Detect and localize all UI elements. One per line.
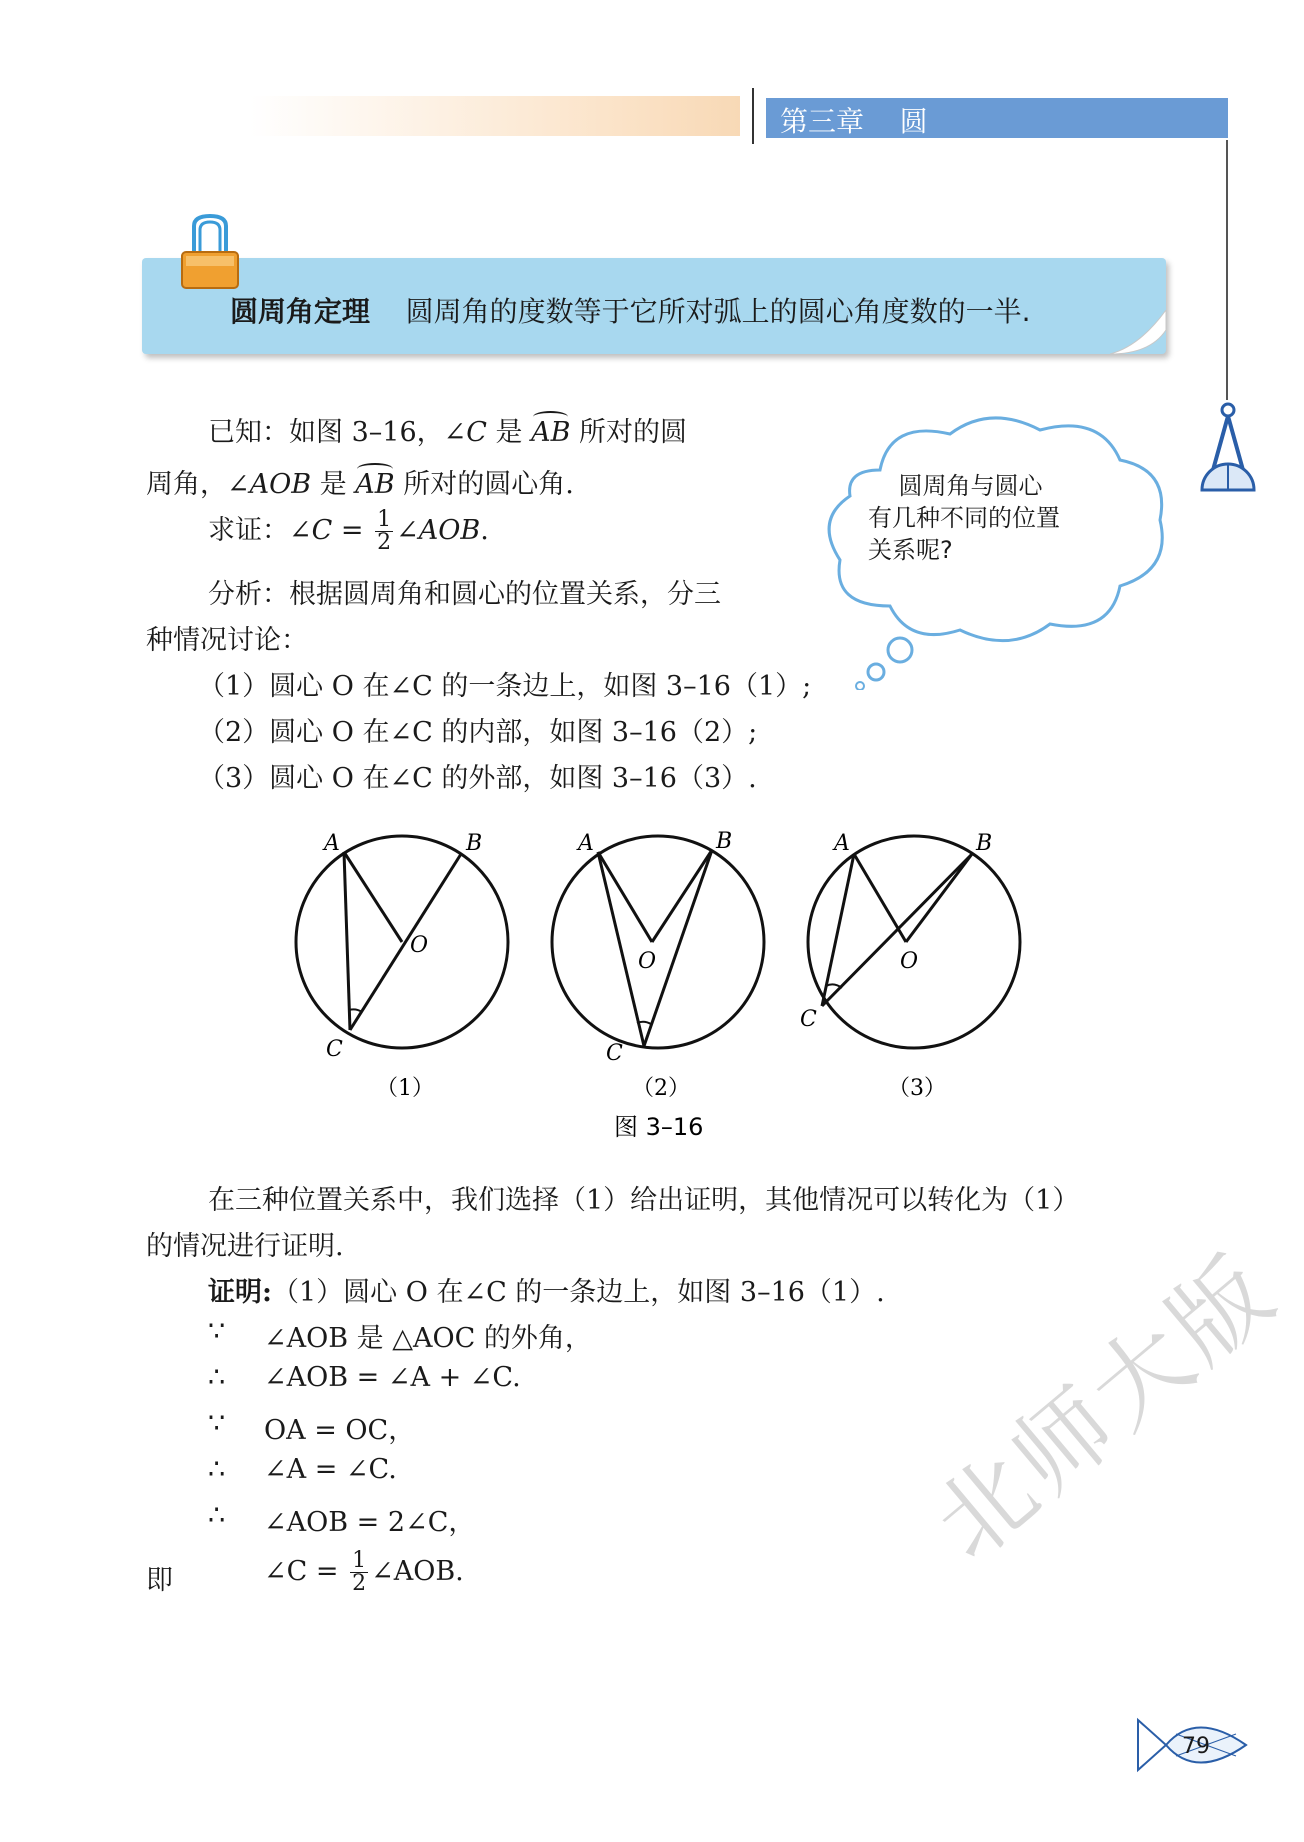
margin-line	[1226, 140, 1228, 400]
given-text: 所对的圆	[570, 417, 688, 448]
compass-icon	[1196, 398, 1260, 506]
point-label: A	[834, 831, 850, 856]
proof-step-text: OA = OC，	[264, 1415, 416, 1446]
proof-final	[264, 1550, 464, 1595]
proof-step-text: ∠AOB = 2∠C，	[264, 1507, 476, 1538]
prove-end: .	[480, 515, 489, 546]
proof-symbol: ∴	[208, 1362, 226, 1393]
proof-case: （1）圆心 O 在∠C 的一条边上，如图 3–16（1）.	[271, 1277, 885, 1308]
subfigure-label: （3）	[888, 1076, 946, 1101]
page-number: 79	[1182, 1734, 1210, 1759]
fraction-half	[350, 1550, 368, 1595]
given-line-1	[208, 410, 687, 449]
point-label: O	[900, 949, 919, 974]
arc-ab: AB	[355, 469, 395, 500]
proof-step-text: ∠AOB = ∠A + ∠C.	[264, 1362, 521, 1393]
analysis-line-1: 分析：根据圆周角和圆心的位置关系，分三	[208, 579, 721, 610]
case-2: （2）圆心 O 在∠C 的内部，如图 3–16（2）;	[198, 717, 758, 748]
prove-eq: =	[332, 515, 373, 546]
point-label: B	[976, 831, 993, 856]
fraction-denominator: 2	[352, 1571, 367, 1596]
theorem-text	[230, 290, 1031, 330]
proof-final-symbol: 即	[146, 1565, 173, 1596]
bubble-line: 关系呢?	[868, 536, 953, 564]
proof-step	[208, 1408, 416, 1446]
point-label: O	[410, 933, 429, 958]
point-label: A	[324, 831, 340, 856]
proof-step	[208, 1316, 592, 1354]
proof-symbol: ∴	[208, 1454, 226, 1485]
theorem-name: 圆周角定理	[230, 295, 371, 328]
fraction-numerator: 1	[352, 1548, 367, 1573]
header-gradient	[250, 96, 740, 136]
fraction-half	[375, 509, 393, 554]
subfigure-1	[296, 831, 508, 1101]
proof-step-text: ∠A = ∠C.	[264, 1454, 397, 1485]
proof-case-line	[208, 1270, 885, 1309]
final-text: ∠AOB.	[371, 1556, 464, 1587]
bubble-line: 圆周角与圆心	[868, 472, 1043, 500]
point-label: O	[638, 949, 657, 974]
subfigure-label: （1）	[376, 1076, 434, 1101]
proof-step	[208, 1362, 521, 1393]
given-text: 是	[486, 417, 532, 448]
prove-line	[208, 508, 489, 554]
case-3: （3）圆心 O 在∠C 的外部，如图 3–16（3）.	[198, 763, 757, 794]
prove-angle-aob: AOB	[418, 515, 481, 546]
point-label: C	[606, 1041, 623, 1066]
page-curl-icon	[1110, 310, 1170, 360]
binder-clip-icon	[178, 212, 242, 292]
watermark: 北师大版	[912, 1233, 1298, 1582]
proof-symbol: ∵	[208, 1408, 226, 1439]
proof-symbol: ∵	[208, 1316, 226, 1347]
proof-step	[208, 1454, 397, 1485]
given-text: 是	[311, 469, 356, 500]
proof-intro-1: 在三种位置关系中，我们选择（1）给出证明，其他情况可以转化为（1）	[208, 1185, 1080, 1216]
header-divider	[752, 88, 754, 144]
given-angle: C	[466, 417, 487, 448]
given-angle: AOB	[249, 469, 312, 500]
given-text: 所对的圆心角.	[394, 469, 574, 500]
proof-intro-2: 的情况进行证明.	[146, 1231, 344, 1262]
final-text: ∠C =	[264, 1556, 348, 1587]
point-label: C	[326, 1037, 343, 1062]
subfigure-3	[800, 831, 1020, 1101]
bubble-line: 有几种不同的位置	[868, 504, 1060, 532]
proof-label: 证明:	[208, 1277, 272, 1308]
fraction-denominator: 2	[377, 530, 392, 555]
subfigure-label: （2）	[632, 1076, 690, 1101]
theorem-statement: 圆周角的度数等于它所对弧上的圆心角度数的一半.	[405, 295, 1031, 328]
fraction-numerator: 1	[377, 507, 392, 532]
point-label: B	[716, 829, 733, 854]
figure-3-16	[280, 820, 1040, 1150]
prove-label: 求证：∠	[208, 515, 312, 546]
given-text: 已知：如图 3–16，∠	[208, 417, 467, 448]
subfigure-2	[552, 829, 764, 1101]
angle-symbol: ∠	[396, 515, 419, 546]
point-label: A	[578, 831, 594, 856]
point-label: C	[800, 1007, 817, 1032]
proof-step-text: ∠AOB 是 △AOC 的外角，	[264, 1323, 592, 1354]
analysis-line-2: 种情况讨论：	[146, 625, 308, 656]
given-text: 周角，∠	[146, 469, 250, 500]
case-1: （1）圆心 O 在∠C 的一条边上，如图 3–16（1）;	[198, 671, 812, 702]
figure-caption: 图 3–16	[614, 1113, 704, 1141]
given-line-2	[146, 462, 574, 501]
proof-symbol: ∴	[208, 1500, 226, 1531]
chapter-title: 第三章 圆	[780, 105, 928, 138]
point-label: B	[466, 831, 483, 856]
proof-step	[208, 1500, 476, 1538]
prove-angle: C	[311, 515, 333, 546]
bubble-text	[868, 470, 1060, 566]
arc-ab: AB	[531, 417, 571, 448]
